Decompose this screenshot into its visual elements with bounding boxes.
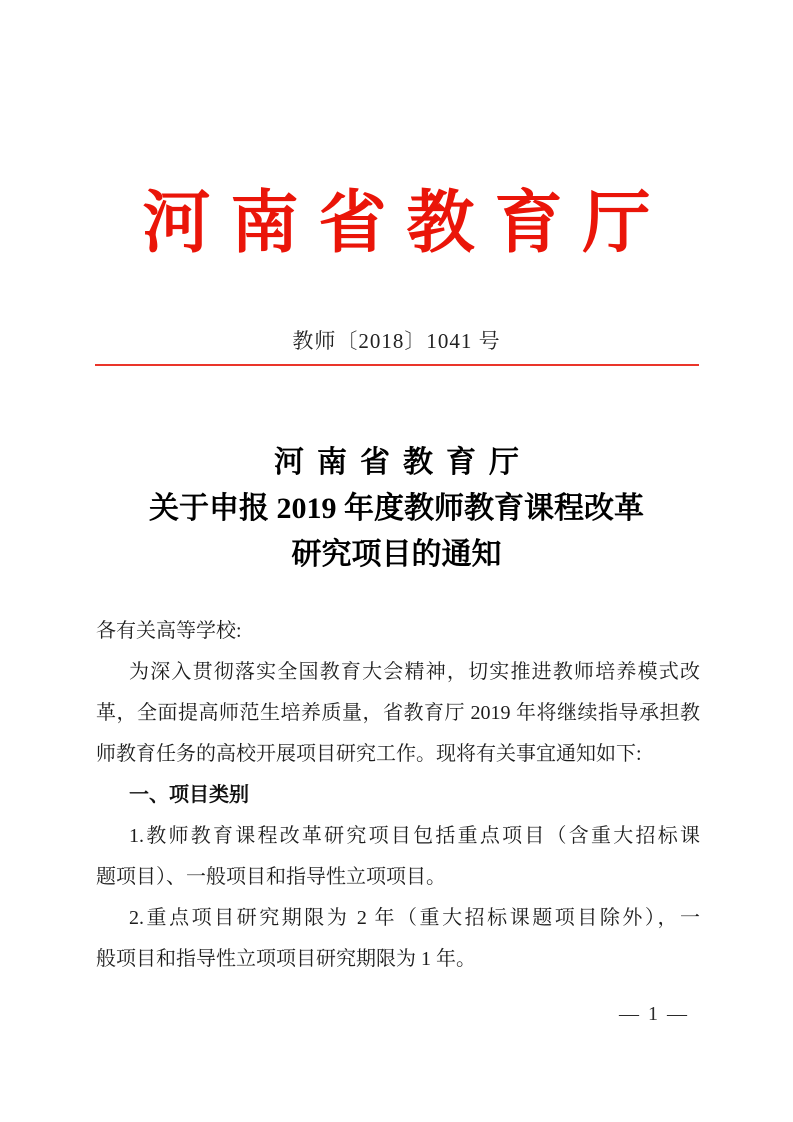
salutation: 各有关高等学校: (96, 620, 242, 642)
paragraph-2 (96, 816, 700, 898)
paragraph-3 (96, 898, 700, 980)
notice-body (96, 611, 700, 980)
notice-title-line-3: 研究项目的通知 (291, 538, 502, 571)
notice-title (0, 440, 793, 578)
letterhead-rule (95, 364, 699, 366)
notice-title-line-1: 河南省教育厅 (274, 446, 532, 479)
page-number: — 1 — (619, 1003, 689, 1025)
body-line: 般项目和指导性立项项目研究期限为 1 年。 (96, 948, 476, 970)
body-line: 师教育任务的高校开展项目研究工作。现将有关事宜通知如下: (96, 743, 642, 765)
body-line: 为深入贯彻落实全国教育大会精神，切实推进教师培养模式改 (129, 661, 700, 683)
section-heading-1: 一、项目类别 (129, 784, 249, 806)
paragraph-1 (96, 652, 700, 775)
body-line: 题项目）、一般项目和指导性立项项目。 (96, 866, 446, 888)
body-line: 1.教师教育课程改革研究项目包括重点项目（含重大招标课 (129, 825, 700, 847)
body-line: 革，全面提高师范生培养质量，省教育厅 2019 年将继续指导承担教 (96, 702, 700, 724)
body-line: 2.重点项目研究期限为 2 年（重大招标课题项目除外），一 (129, 907, 700, 929)
letterhead-agency-title: 河南省教育厅 (142, 185, 671, 261)
notice-title-line-2: 关于申报 2019 年度教师教育课程改革 (149, 492, 644, 525)
document-number: 教师〔2018〕1041 号 (292, 329, 501, 353)
